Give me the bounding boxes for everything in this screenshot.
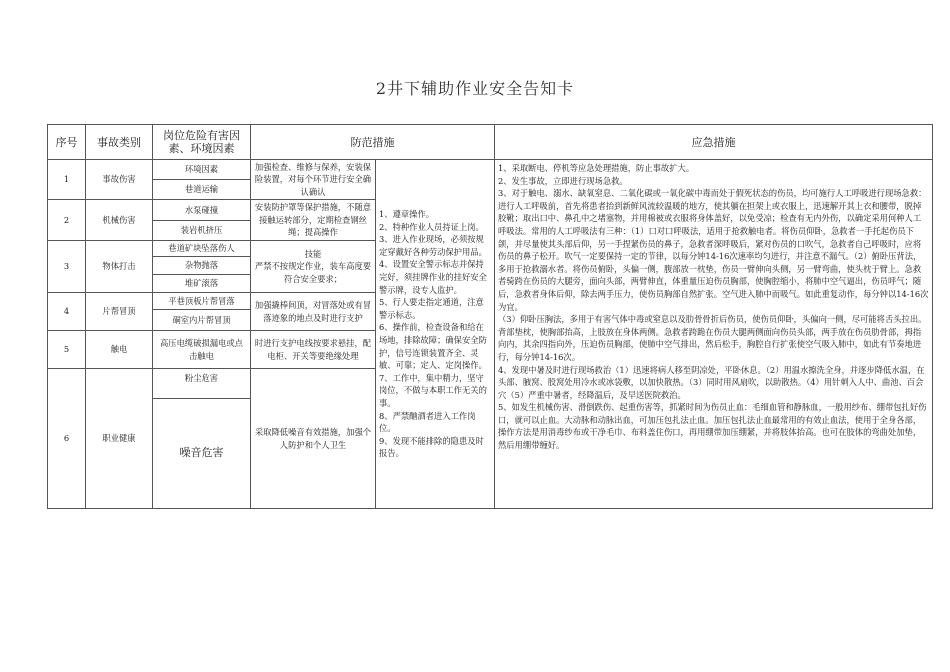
row-6-no: 6: [48, 369, 86, 509]
row-4-hazard-b: 硐室内片帮冒顶: [153, 310, 251, 331]
row-1-no: 1: [48, 160, 86, 200]
row-5-type: 触电: [86, 331, 153, 369]
row-2-hazard-b: 装岩机挤压: [153, 221, 251, 241]
row-6-type: 职业健康: [86, 369, 153, 509]
row-4-type: 片帮冒顶: [86, 293, 153, 331]
row-5-measure: 时进行支护电线按要求悬挂，配电柜、开关等要绝缘处理: [251, 331, 376, 369]
row-2-no: 2: [48, 200, 86, 241]
row-6-hazard-a: 粉尘危害: [153, 369, 251, 399]
row-3-type: 物体打击: [86, 241, 153, 293]
header-prevention: 防范措施: [251, 125, 495, 160]
row-1-type: 事故伤害: [86, 160, 153, 200]
row-3-hazard-a: 巷道矿块坠落伤人: [153, 241, 251, 257]
header-row: [48, 125, 933, 160]
row-3-no: 3: [48, 241, 86, 293]
row-3-hazard-c: 堆矿滚落: [153, 275, 251, 293]
header-type: 事故类别: [86, 125, 153, 160]
row-6-hazard-b: 噪音危害: [153, 399, 251, 509]
row-6-measure: 采取降低噪音有效措施，加强个人防护和个人卫生: [251, 369, 376, 509]
row-2-type: 机械伤害: [86, 200, 153, 241]
row-3-measure: 技能 严禁不按规定作业，装车高度要符合安全要求；: [251, 241, 376, 293]
header-emergency: 应急措施: [495, 125, 933, 160]
row-4-measure: 加强撬棒间顶，对冒落处或有冒落迹象的地点及时进行支护: [251, 293, 376, 331]
row-1-measure: 加强检查、维修与保养，安装保险装置，对每个环节进行安全确认确认: [251, 160, 376, 200]
emergency-measures: 1、采取断电、停机等应急处理措施，防止事故扩大。 2、发生事故，立即进行现场急救。 3、对于触电、溺水、缺氧窒息、二氧化碳或一氧化碳中毒而处于假死状态的伤员，均可施行人工呼吸进行现场急救：进行人工呼吸前，首先将患者抬到新鲜风流较温暖的地方，使其躺在担架上或衣服上，迅速解开其上衣和腰带，脱掉胶靴；取出口中、鼻孔中之堵塞物，并用棉被或衣服将身体盖好，以免受凉；检查有无内外伤，以确定采用何种人工呼吸法。常用的人工呼吸法有三种：（1）口对口呼吸法，适用于抢救触电者。将伤员仰卧，急救者一手托起伤员下颌，并尽量使其头部后仰，另一手捏紧伤员的鼻子，急救者深呼吸后，紧对伤员的口吹气，急救者自己呼吸时，应将伤员的鼻子松开。吹气一定要保持一定的节律，以每分钟14-16次速率均匀进行，并注意不漏气。（2）俯卧压背法，多用于抢救溺水者。将伤员俯卧，头偏一侧，腹部放一枕垫，伤员一臂伸向头侧，另一臂弯曲，使头枕于臂上。急救者骑跨在伤员的大腿旁，面向头部，两臂伸直，体重量压迫伤员胸部，使胸腔缩小，将肺中空气逼出，伤员呼气；随后，急救者身体后仰，除去两手压力，使伤员胸部自然扩张。空气进入肺中而吸气。如此重复动作，每分钟以14-16次为宜。 （3）仰卧压胸法，多用于有害气体中毒或窒息以及肋骨骨折后伤员，使伤员仰卧，头偏向一侧，尽可能将舌头拉出。背部垫枕，使胸部抬高，上肢放在身体两侧。急救者跨跪在伤员大腿两侧面向伤员头部，两手放在伤员肋骨部，拇指向内，其余四指向外，压迫伤员胸部，使肺中空气排出，然后松手，胸腔自行扩张使空气吸入肺中，如此有节奏地进行，每分钟14-16次。 4、发现中暑及时进行现场救治（1）迅速将病人移至阴凉处，平卧休息。（2）用温水擦洗全身，并逐步降低水温，在头部、腋窝、股窝处用冷水或冰袋敷，以加快散热。（3）同时用风扇吹，以助散热。（4）用针刺入人中、曲池、百会穴（5）严重中暑者，经降温后，及早送医院救治。 5、如发生机械伤害、滑倒跌伤、起重伤害等，抓紧时间为伤员止血：毛细血管和静脉血，一般用纱布、绷带包扎好伤口，就可以止血。大动脉和动脉出血，可加压包扎法止血。加压包扎法止血最常用的有效止血法，使用于全身各部，操作方法是用消毒纱布或干净毛巾、布料盖住伤口，再用绷带加压绷紧，并将肢体抬高。也可在肢体的弯曲处加垫，然后用绷带缠好。: [495, 160, 933, 509]
header-hazard: 岗位危险有害因素、环境因素: [153, 125, 251, 160]
prevention-general: 1、遵章操作。 2、特种作业人员持证上岗。 3、进入作业现场，必须按规定穿戴好各种劳动保护用品。 4、设置安全警示标志并保持完好，须挂牌作业的挂好安全警示牌，设专人监护。 5、行人要走指定通道，注意警示标志。 6、操作前，检查设备和给在场地，排除故障；确保安全防护，信号连锁装置齐全、灵敏、可靠；定人、定岗操作。 7、工作中，集中精力，坚守岗位，不做与本职工作无关的事。 8、严禁酗酒者进入工作岗位。 9、发现不能排除的隐患及时报告。: [376, 160, 495, 509]
row-5-hazard: 高压电缆破损漏电或点击触电: [153, 331, 251, 369]
row-1-hazard-b: 巷道运输: [153, 180, 251, 200]
row-5-no: 5: [48, 331, 86, 369]
row-1-hazard-a: 环境因素: [153, 160, 251, 180]
safety-card-table: [47, 124, 933, 509]
page-title: 2井下辅助作业安全告知卡: [375, 79, 575, 98]
row-2-hazard-a: 水泵碰撞: [153, 200, 251, 221]
header-no: 序号: [48, 125, 86, 160]
row-4-no: 4: [48, 293, 86, 331]
row-3-hazard-b: 杂物抛落: [153, 257, 251, 275]
row-2-measure: 安装防护罩等保护措施，不随意接触运转部分，定期检查钢丝绳；提高操作: [251, 200, 376, 241]
row-4-hazard-a: 平巷顶板片帮冒落: [153, 293, 251, 310]
